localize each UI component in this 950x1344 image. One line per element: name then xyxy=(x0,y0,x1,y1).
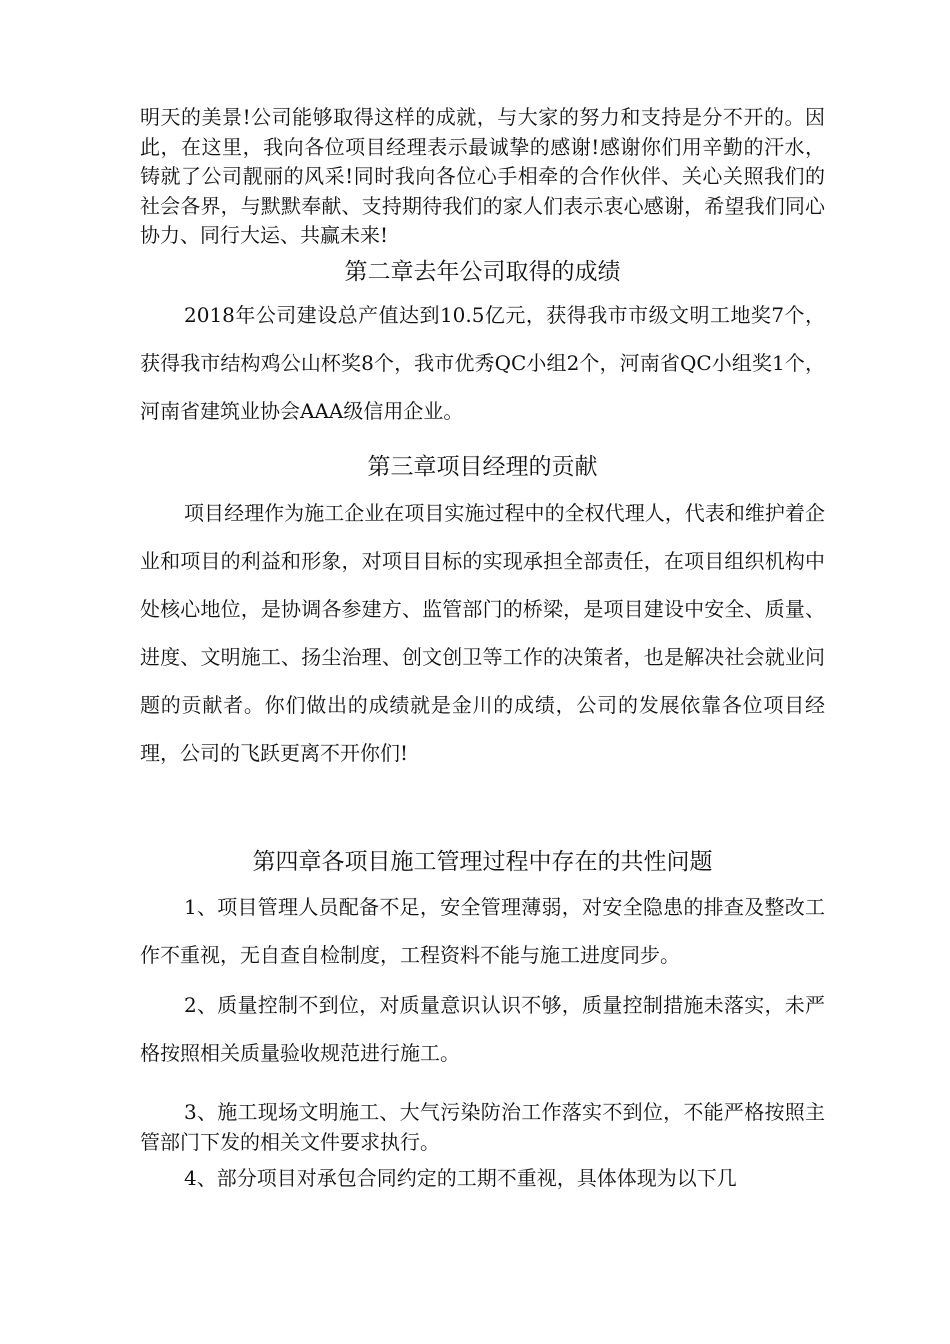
chapter-4-item: 1、项目管理人员配备不足，安全管理薄弱，对安全隐患的排查及整改工作不重视，无自查自检制度，工程资料不能与施工进度同步。 xyxy=(140,895,825,967)
chapter-4-item: 4、部分项目对承包合同约定的工期不重视，具体体现为以下几 xyxy=(184,1166,737,1190)
chapter-2-title: 第二章去年公司取得的成绩 xyxy=(344,259,621,285)
chapter-4-item: 2、质量控制不到位，对质量意识认识不够，质量控制措施未落实，未严格按照相关质量验收规范进行施工。 xyxy=(140,993,825,1065)
chapter-4-title: 第四章各项目施工管理过程中存在的共性问题 xyxy=(252,849,713,875)
chapter-3-title: 第三章项目经理的贡献 xyxy=(367,454,598,480)
chapter-4-item: 3、施工现场文明施工、大气污染防治工作落实不到位，不能严格按照主管部门下发的相关文件要求执行。 xyxy=(140,1100,825,1154)
intro-paragraph: 明天的美景!公司能够取得这样的成就，与大家的努力和支持是分不开的。因此，在这里，我向各位项目经理表示最诚挚的感谢!感谢你们用辛勤的汗水，铸就了公司靓丽的风采!同时我向各位心手相牵的合作伙伴、关心关照我们的社会各界，与默默奉献、支持期待我们的家人们表示衷心感谢，希望我们同心协力、同行大运、共赢未来! xyxy=(140,105,825,247)
chapter-3-paragraph: 项目经理作为施工企业在项目实施过程中的全权代理人，代表和维护着企业和项目的利益和形象，对项目目标的实现承担全部责任，在项目组织机构中处核心地位，是协调各参建方、监管部门的桥梁，是项目建设中安全、质量、进度、文明施工、扬尘治理、创文创卫等工作的决策者，也是解决社会就业问题的贡献者。你们做出的成绩就是金川的成绩，公司的发展依靠各位项目经理，公司的飞跃更离不开你们! xyxy=(140,501,825,765)
chapter-2-paragraph: 2018年公司建设总产值达到10.5亿元，获得我市市级文明工地奖7个，获得我市结构鸡公山杯奖8个，我市优秀QC小组2个，河南省QC小组奖1个，河南省建筑业协会AAA级信用企业。 xyxy=(140,303,825,423)
